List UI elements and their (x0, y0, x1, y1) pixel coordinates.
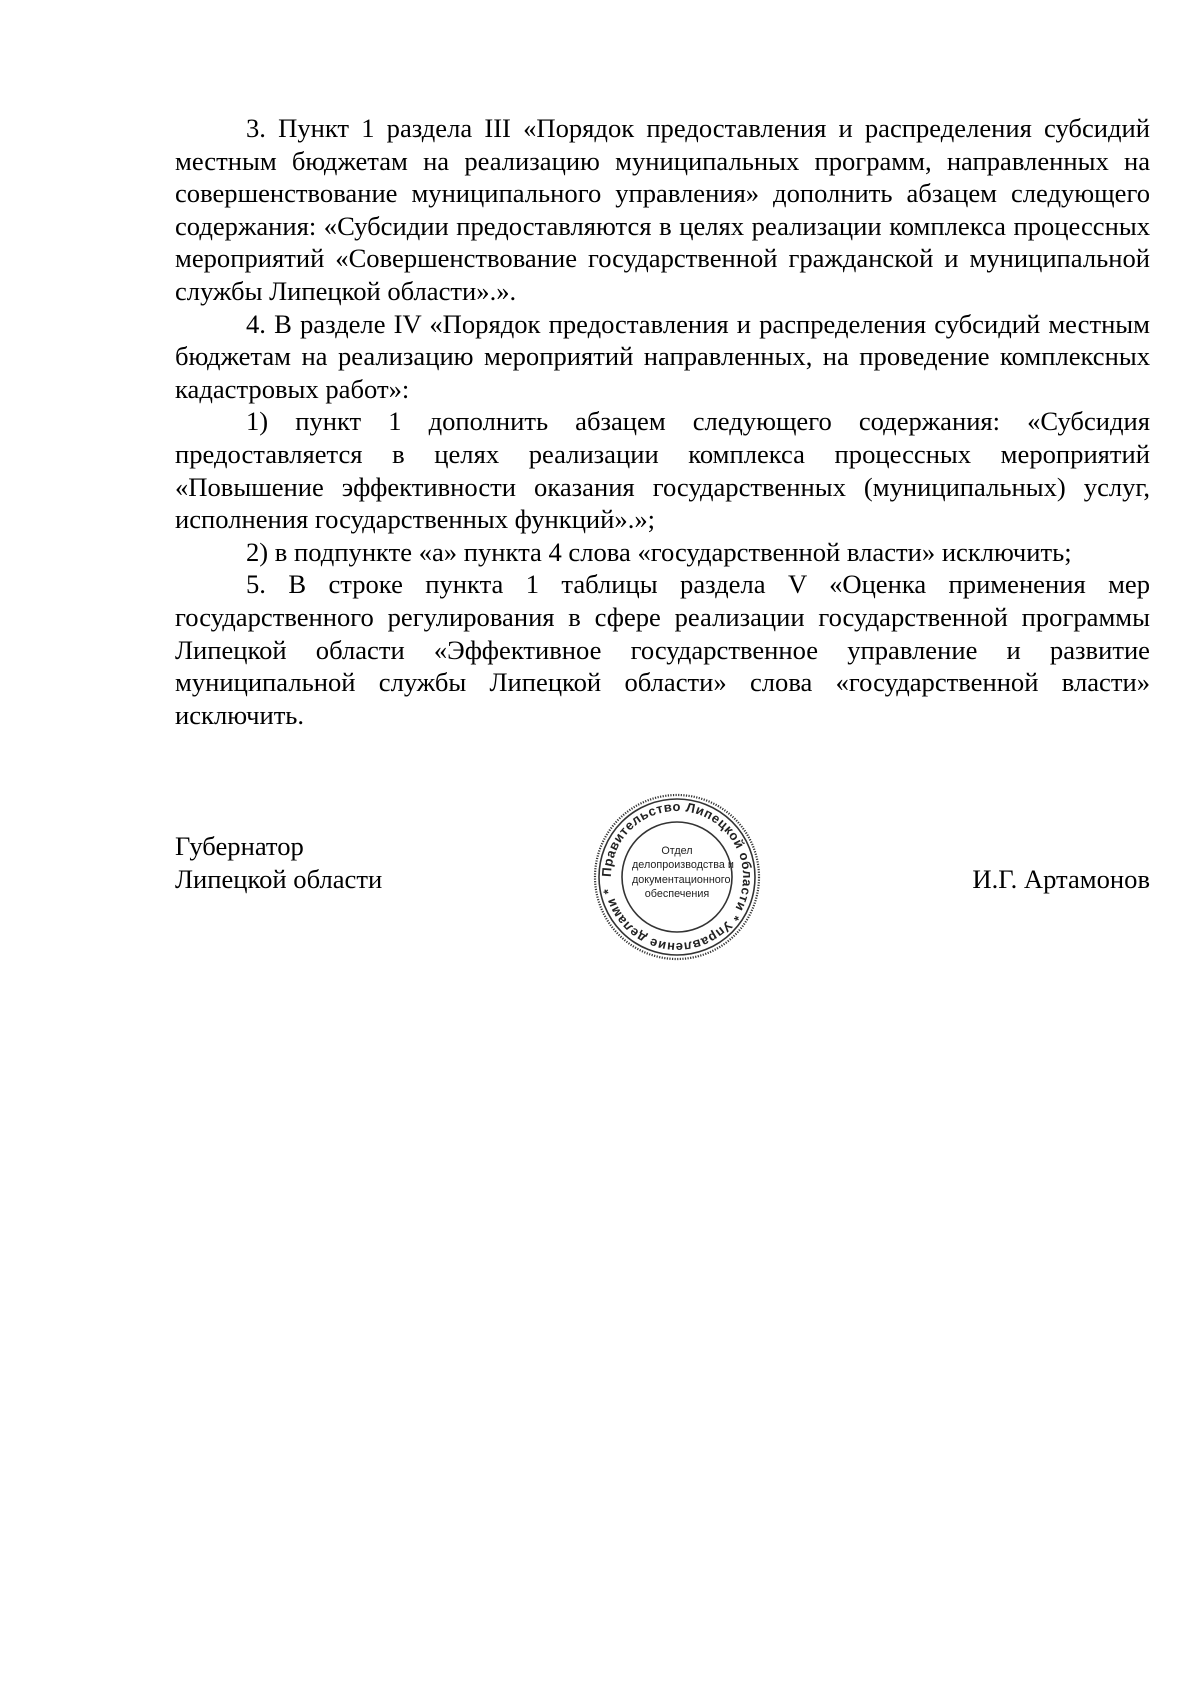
stamp-inner-line-3: документационного (632, 873, 731, 886)
stamp-inner-line-1: Отдел (661, 845, 693, 857)
paragraph-subitem-2: 2) в подпункте «а» пункта 4 слова «государственной власти» исключить; (246, 536, 1072, 567)
stamp-inner-line-2: делопроизводства и (632, 859, 734, 872)
stamp-inner-text (632, 844, 734, 902)
paragraph-item-4: 4. В разделе IV «Порядок предоставления и распределения субсидий местным бюджетам на реализацию мероприятий направленных, на проведение комплексных кадастровых работ»: (175, 308, 1150, 404)
signatory-title (175, 830, 382, 895)
stamp-inner-line-4: обеспечения (644, 888, 710, 901)
paragraph-item-5: 5. В строке пункта 1 таблицы раздела V «Оценка применения мер государственного регулирования в сфере реализации государственной программы Липецкой области «Эффективное государственное управление и развитие муниципальной службы Липецкой области» слова «государственной власти» исключить. (175, 569, 1150, 730)
paragraph-subitem-1: 1) пункт 1 дополнить абзацем следующего содержания: «Субсидия предоставляется в целях реализации комплекса процессных мероприятий «Повышение эффективности оказания государственных (муниципальных) услуг, исполнения государственных функций».»; (175, 406, 1150, 535)
official-stamp (592, 792, 762, 962)
signatory-title-line-2: Липецкой области (175, 863, 383, 894)
stamp-outer-text: Правительство Липецкой области * Управление делами * (598, 798, 756, 956)
signatory-name: И.Г. Артамонов (972, 863, 1150, 894)
document-body (175, 112, 1150, 731)
signatory-title-line-1: Губернатор (175, 831, 304, 861)
paragraph-item-3: 3. Пункт 1 раздела III «Порядок предоставления и распределения субсидий местным бюджетам на реализацию муниципальных программ, направленных на совершенствование муниципального управления» дополнить абзацем следующего содержания: «Субсидии предоставляются в целях реализации комплекса процессных мероприятий «Совершенствование государственной гражданской и муниципальной службы Липецкой области».». (175, 113, 1150, 306)
